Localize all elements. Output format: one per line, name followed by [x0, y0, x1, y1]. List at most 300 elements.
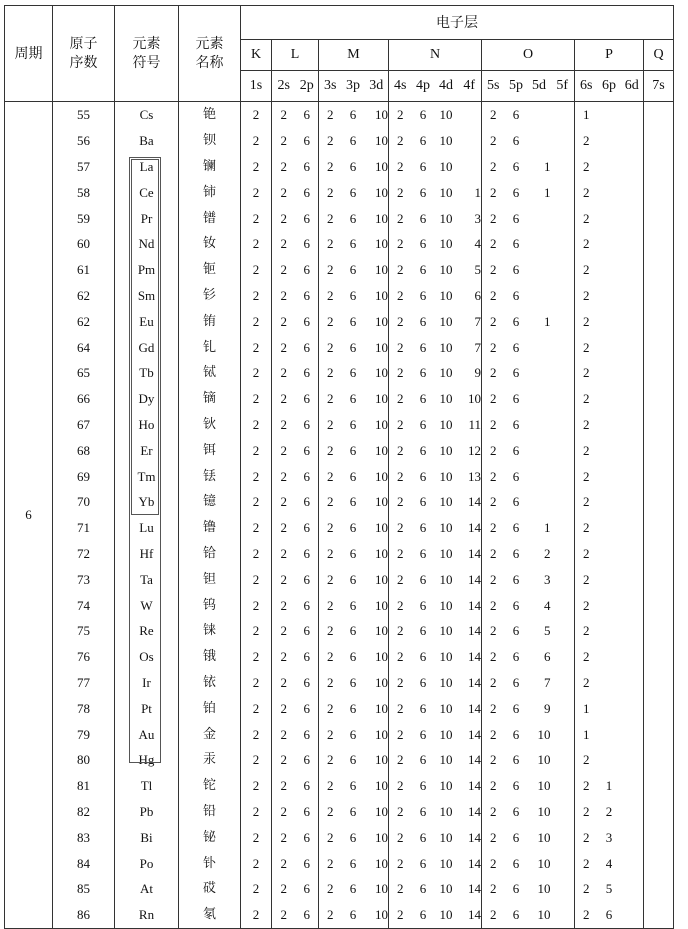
electron-count-cell: 6 [412, 902, 435, 928]
electron-count-cell: 6 [296, 876, 319, 902]
electron-count-cell: 2 [280, 700, 287, 716]
element-name-cell: 金 [179, 721, 241, 747]
electron-count-cell [644, 334, 674, 360]
table-row [5, 850, 674, 876]
electron-count-cell: 2 [280, 752, 287, 768]
electron-count-cell: 2 [583, 133, 590, 149]
period-cell: 6 [5, 102, 53, 929]
electron-count-cell [644, 515, 674, 541]
electron-count-cell: 2 [241, 902, 272, 928]
electron-count-cell: 6 [419, 210, 427, 226]
electron-count-cell: 6 [349, 210, 357, 226]
element-symbol-cell: Nd [115, 231, 179, 257]
electron-count-cell [551, 695, 575, 721]
electron-count-cell: 10 [365, 437, 389, 463]
shell-header-n: N [389, 40, 482, 71]
electron-count-cell: 2 [490, 468, 497, 484]
electron-count-cell: 6 [598, 902, 621, 928]
electron-count-cell: 2 [327, 623, 334, 639]
electron-count-cell: 10 [435, 902, 458, 928]
electron-count-cell: 6 [349, 752, 357, 768]
atomic-number-cell: 66 [53, 386, 115, 412]
electron-count-cell: 1 [583, 107, 590, 123]
electron-count-cell [528, 205, 551, 231]
electron-count-cell [644, 695, 674, 721]
electron-count-cell: 10 [439, 752, 453, 768]
electron-count-cell [598, 386, 621, 412]
table-row [5, 566, 674, 592]
element-symbol-cell: Yb [115, 489, 179, 515]
electron-count-cell [551, 231, 575, 257]
element-symbol-cell: Dy [115, 386, 179, 412]
electron-count-cell: 2 [327, 752, 334, 768]
electron-count-cell [551, 360, 575, 386]
electron-count-cell: 2 [583, 416, 590, 432]
electron-count-cell: 6 [349, 262, 357, 278]
electron-count-cell: 2 [280, 623, 287, 639]
element-symbol-cell: Rn [115, 902, 179, 928]
electron-count-cell: 2 [490, 184, 497, 200]
electron-count-cell: 10 [537, 803, 551, 819]
shell-header-q: Q [644, 40, 674, 71]
electron-count-cell: 2 [241, 463, 272, 489]
electron-count-cell [528, 360, 551, 386]
electron-count-cell [644, 179, 674, 205]
element-name-cell: 铽 [179, 360, 241, 386]
table-row [5, 773, 674, 799]
element-name-cell: 铕 [179, 308, 241, 334]
atomic-number-cell: 72 [53, 541, 115, 567]
electron-count-cell: 2 [241, 541, 272, 567]
electron-count-cell: 12 [458, 437, 482, 463]
electron-count-cell: 10 [365, 463, 389, 489]
electron-count-cell [551, 515, 575, 541]
atomic-number-cell: 81 [53, 773, 115, 799]
electron-count-cell [598, 515, 621, 541]
electron-count-cell: 6 [512, 778, 520, 794]
electron-count-cell [644, 747, 674, 773]
electron-count-cell [551, 308, 575, 334]
atomic-number-cell: 56 [53, 128, 115, 154]
table-row [5, 618, 674, 644]
electron-count-cell: 2 [241, 515, 272, 541]
electron-count-cell: 1 [458, 179, 482, 205]
electron-count-cell: 2 [327, 571, 334, 587]
electron-count-cell [621, 695, 644, 721]
electron-count-cell: 14 [458, 799, 482, 825]
electron-count-cell: 6 [296, 102, 319, 128]
electron-count-cell: 2 [280, 210, 287, 226]
electron-count-cell [644, 437, 674, 463]
atomic-number-cell: 84 [53, 850, 115, 876]
electron-count-cell: 2 [241, 644, 272, 670]
electron-count-cell [528, 334, 551, 360]
electron-count-cell: 10 [439, 571, 453, 587]
atomic-number-cell: 73 [53, 566, 115, 592]
element-name-cell: 钐 [179, 283, 241, 309]
electron-count-cell: 10 [439, 829, 453, 845]
electron-count-cell: 10 [439, 262, 453, 278]
electron-count-cell: 2 [241, 799, 272, 825]
electron-count-cell [644, 902, 674, 928]
shell-header-p: P [575, 40, 644, 71]
element-name-cell: 砹 [179, 876, 241, 902]
atomic-number-cell: 77 [53, 670, 115, 696]
electron-count-cell [644, 231, 674, 257]
electron-count-cell: 2 [583, 778, 590, 794]
electron-count-cell: 2 [482, 902, 505, 928]
element-symbol-cell: Bi [115, 824, 179, 850]
electron-count-cell: 6 [512, 597, 520, 613]
electron-count-cell: 10 [537, 881, 551, 897]
electron-count-cell: 2 [280, 494, 287, 510]
electron-count-cell: 2 [280, 236, 287, 252]
electron-count-cell [621, 412, 644, 438]
subshell-header-4f: 4f [458, 71, 482, 102]
electron-count-cell: 2 [583, 468, 590, 484]
subshell-header-6p: 6p [598, 71, 621, 102]
table-row [5, 128, 674, 154]
electron-count-cell: 10 [537, 829, 551, 845]
electron-count-cell: 6 [512, 520, 520, 536]
electron-count-cell [621, 386, 644, 412]
electron-count-cell: 2 [490, 752, 497, 768]
electron-count-cell [598, 541, 621, 567]
electron-count-cell [598, 179, 621, 205]
electron-count-cell: 6 [419, 778, 427, 794]
electron-count-cell [644, 799, 674, 825]
element-name-cell: 铅 [179, 799, 241, 825]
table-row [5, 334, 674, 360]
electron-count-cell: 6 [296, 179, 319, 205]
electron-count-cell: 6 [419, 545, 427, 561]
electron-count-cell: 10 [365, 618, 389, 644]
electron-count-cell: 2 [280, 674, 287, 690]
electron-count-cell: 6 [296, 231, 319, 257]
table-row [5, 515, 674, 541]
electron-count-cell: 6 [296, 463, 319, 489]
electron-count-cell [598, 437, 621, 463]
electron-count-cell [644, 541, 674, 567]
electron-count-cell: 6 [419, 623, 427, 639]
electron-count-cell: 2 [397, 416, 404, 432]
electron-count-cell: 2 [327, 545, 334, 561]
electron-count-cell [551, 489, 575, 515]
electron-count-cell: 2 [583, 803, 590, 819]
electron-count-cell [621, 670, 644, 696]
electron-count-cell [644, 670, 674, 696]
electron-count-cell [551, 902, 575, 928]
electron-count-cell: 10 [365, 154, 389, 180]
electron-count-cell: 6 [349, 881, 357, 897]
table-row [5, 799, 674, 825]
electron-count-cell: 6 [349, 545, 357, 561]
electron-count-cell: 6 [349, 700, 357, 716]
electron-count-cell: 2 [327, 674, 334, 690]
electron-count-cell [644, 154, 674, 180]
element-symbol-cell: Lu [115, 515, 179, 541]
element-name-cell: 铒 [179, 437, 241, 463]
electron-count-cell: 14 [458, 592, 482, 618]
electron-count-cell: 2 [327, 210, 334, 226]
electron-count-cell: 2 [327, 855, 334, 871]
electron-count-cell: 6 [419, 881, 427, 897]
electron-count-cell: 6 [419, 313, 427, 329]
electron-count-cell: 6 [349, 778, 357, 794]
table-row [5, 721, 674, 747]
electron-count-cell [598, 283, 621, 309]
electron-count-cell: 6 [349, 829, 357, 845]
electron-count-cell: 10 [439, 520, 453, 536]
electron-count-cell: 2 [490, 597, 497, 613]
electron-count-cell: 6 [349, 468, 357, 484]
electron-count-cell: 6 [512, 365, 520, 381]
element-name-cell: 镥 [179, 515, 241, 541]
element-name-cell: 镨 [179, 205, 241, 231]
electron-count-cell: 2 [605, 803, 613, 819]
electron-count-cell: 10 [439, 468, 453, 484]
element-symbol-cell: Au [115, 721, 179, 747]
electron-count-cell [551, 437, 575, 463]
electron-count-cell: 2 [397, 778, 404, 794]
electron-count-cell: 6 [458, 283, 482, 309]
element-name-header-text: 元素名称 [195, 35, 224, 71]
electron-count-cell: 2 [397, 468, 404, 484]
electron-count-cell: 2 [490, 391, 497, 407]
electron-count-cell: 10 [439, 803, 453, 819]
subshell-header-4s: 4s [389, 71, 412, 102]
atomic-number-cell: 80 [53, 747, 115, 773]
electron-count-cell [551, 799, 575, 825]
electron-count-cell: 6 [419, 649, 427, 665]
table-row [5, 463, 674, 489]
electron-count-cell: 14 [458, 515, 482, 541]
electron-count-cell: 2 [583, 623, 590, 639]
electron-count-cell: 2 [397, 829, 404, 845]
subshell-header-5d: 5d [528, 71, 551, 102]
subshell-header-3p: 3p [342, 71, 365, 102]
electron-count-cell [621, 231, 644, 257]
electron-count-cell: 11 [458, 412, 482, 438]
electron-count-cell [644, 489, 674, 515]
electron-count-cell: 2 [327, 107, 334, 123]
electron-count-cell: 6 [296, 773, 319, 799]
electron-count-cell: 2 [490, 778, 497, 794]
electron-count-cell: 2 [397, 262, 404, 278]
element-name-cell: 铥 [179, 463, 241, 489]
electron-count-cell: 2 [575, 902, 598, 928]
electron-count-cell: 2 [490, 649, 497, 665]
atomic-number-cell: 62 [53, 283, 115, 309]
electron-count-cell: 5 [544, 623, 551, 639]
atomic-number-cell: 64 [53, 334, 115, 360]
table-row [5, 412, 674, 438]
electron-count-cell: 2 [327, 494, 334, 510]
electron-count-cell: 10 [439, 339, 453, 355]
electron-count-cell: 2 [327, 700, 334, 716]
electron-count-cell: 6 [419, 236, 427, 252]
electron-count-cell: 2 [397, 184, 404, 200]
electron-count-cell: 2 [490, 520, 497, 536]
electron-count-cell: 2 [583, 597, 590, 613]
element-symbol-cell: Tl [115, 773, 179, 799]
electron-count-cell: 6 [512, 339, 520, 355]
electron-count-cell: 1 [583, 700, 590, 716]
electron-count-cell: 6 [296, 566, 319, 592]
electron-count-cell: 6 [342, 902, 365, 928]
electron-count-cell [598, 308, 621, 334]
electron-count-cell [621, 515, 644, 541]
electron-count-cell: 6 [349, 184, 357, 200]
atomic-number-header [53, 6, 115, 102]
electron-count-cell: 2 [241, 154, 272, 180]
element-symbol-cell: Cs [115, 102, 179, 128]
electron-count-cell: 2 [397, 545, 404, 561]
electron-count-cell: 10 [528, 902, 551, 928]
electron-count-cell: 3 [458, 205, 482, 231]
electron-count-cell [644, 566, 674, 592]
electron-count-cell: 2 [397, 365, 404, 381]
electron-count-cell: 6 [296, 437, 319, 463]
electron-count-cell: 2 [280, 442, 287, 458]
subshell-header-2p: 2p [296, 71, 319, 102]
table-row [5, 876, 674, 902]
element-name-cell: 铱 [179, 670, 241, 696]
electron-count-cell [598, 644, 621, 670]
electron-count-cell: 2 [327, 442, 334, 458]
electron-count-cell [644, 102, 674, 128]
electron-count-cell: 2 [327, 133, 334, 149]
element-name-cell: 汞 [179, 747, 241, 773]
electron-count-cell: 2 [397, 287, 404, 303]
electron-count-cell: 6 [512, 700, 520, 716]
electron-count-cell [644, 824, 674, 850]
electron-count-cell: 10 [365, 412, 389, 438]
electron-count-cell: 9 [544, 700, 551, 716]
electron-count-cell: 2 [241, 489, 272, 515]
electron-count-cell [644, 721, 674, 747]
element-symbol-cell: Ce [115, 179, 179, 205]
element-symbol-cell: Ta [115, 566, 179, 592]
electron-count-cell: 5 [605, 881, 613, 897]
electron-count-cell: 2 [241, 386, 272, 412]
electron-count-cell: 2 [241, 824, 272, 850]
electron-count-cell [644, 412, 674, 438]
electron-count-cell: 10 [439, 442, 453, 458]
electron-count-cell: 14 [458, 721, 482, 747]
electron-count-cell: 6 [349, 313, 357, 329]
atomic-number-cell: 55 [53, 102, 115, 128]
electron-count-cell: 2 [397, 571, 404, 587]
electron-count-cell: 2 [397, 597, 404, 613]
electron-count-cell: 2 [241, 231, 272, 257]
electron-count-cell: 2 [280, 287, 287, 303]
electron-count-cell: 10 [365, 541, 389, 567]
element-symbol-cell: Er [115, 437, 179, 463]
table-row [5, 695, 674, 721]
electron-count-cell: 2 [280, 107, 287, 123]
electron-count-cell: 6 [512, 184, 520, 200]
element-symbol-cell: Re [115, 618, 179, 644]
electron-count-cell: 2 [490, 700, 497, 716]
electron-count-cell: 6 [296, 541, 319, 567]
electron-count-cell [528, 463, 551, 489]
electron-count-cell: 6 [419, 855, 427, 871]
element-name-cell: 镱 [179, 489, 241, 515]
electron-count-cell: 2 [280, 520, 287, 536]
electron-count-cell [621, 747, 644, 773]
electron-count-cell: 6 [419, 107, 427, 123]
atomic-number-cell: 75 [53, 618, 115, 644]
electron-count-cell: 2 [583, 262, 590, 278]
electron-count-cell [551, 541, 575, 567]
electron-count-cell: 2 [280, 416, 287, 432]
electron-count-cell: 3 [544, 571, 551, 587]
electron-count-cell: 10 [439, 545, 453, 561]
electron-count-cell: 10 [365, 592, 389, 618]
electron-count-cell [598, 412, 621, 438]
electron-count-cell: 2 [583, 545, 590, 561]
electron-count-cell: 6 [296, 695, 319, 721]
electron-count-cell [528, 257, 551, 283]
element-symbol-cell: Pr [115, 205, 179, 231]
electron-count-cell: 14 [458, 566, 482, 592]
electron-count-cell: 6 [512, 416, 520, 432]
electron-count-cell: 2 [241, 102, 272, 128]
electron-count-cell: 14 [458, 824, 482, 850]
electron-count-cell: 10 [365, 824, 389, 850]
electron-count-cell: 10 [537, 752, 551, 768]
electron-count-cell: 10 [439, 649, 453, 665]
electron-count-cell: 10 [439, 416, 453, 432]
electron-count-cell [621, 179, 644, 205]
electron-count-cell: 2 [397, 391, 404, 407]
element-name-cell: 钽 [179, 566, 241, 592]
electron-count-cell: 2 [280, 184, 287, 200]
electron-count-cell: 6 [512, 442, 520, 458]
electron-count-cell: 10 [365, 799, 389, 825]
element-symbol-cell: Pm [115, 257, 179, 283]
electron-count-cell: 6 [419, 803, 427, 819]
electron-count-cell [551, 644, 575, 670]
electron-count-cell: 2 [490, 829, 497, 845]
electron-count-cell: 6 [349, 623, 357, 639]
electron-count-cell: 2 [583, 210, 590, 226]
electron-count-cell: 6 [296, 670, 319, 696]
electron-count-cell: 6 [296, 902, 319, 928]
element-symbol-cell: La [115, 154, 179, 180]
table-row [5, 747, 674, 773]
subshell-header-5s: 5s [482, 71, 505, 102]
electron-count-cell: 2 [490, 133, 497, 149]
electron-count-cell [621, 592, 644, 618]
element-name-cell: 钬 [179, 412, 241, 438]
electron-count-cell: 7 [458, 308, 482, 334]
electron-count-cell: 6 [349, 597, 357, 613]
electron-count-cell: 6 [296, 283, 319, 309]
electron-count-cell: 2 [327, 236, 334, 252]
electron-count-cell: 2 [397, 726, 404, 742]
table-row [5, 902, 674, 928]
electron-count-cell: 7 [544, 674, 551, 690]
electron-count-cell [621, 128, 644, 154]
electron-count-cell [551, 463, 575, 489]
electron-count-cell [598, 670, 621, 696]
electron-count-cell: 6 [296, 747, 319, 773]
element-symbol-cell: At [115, 876, 179, 902]
electron-count-cell: 2 [397, 339, 404, 355]
electron-count-cell: 10 [439, 184, 453, 200]
